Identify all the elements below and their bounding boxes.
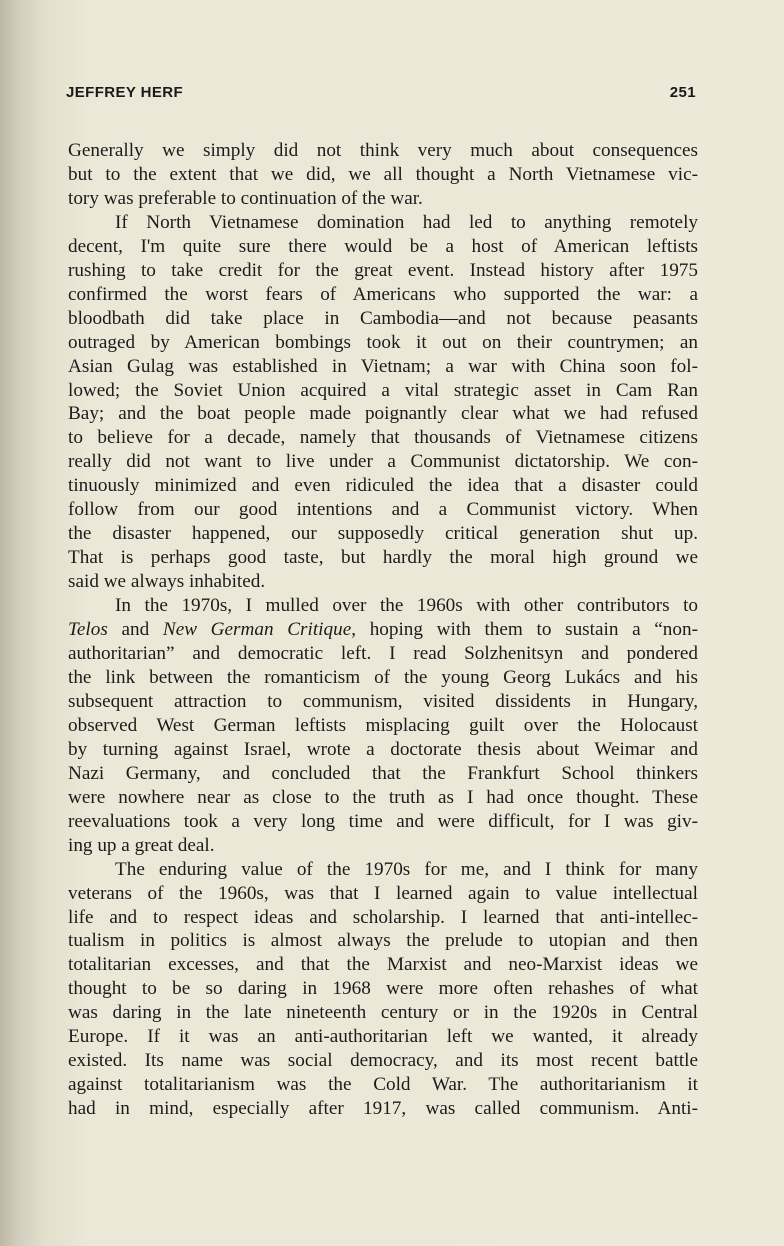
text-line: Europe. If it was an anti-authoritarian left we wanted, it already (68, 1026, 698, 1048)
text-line: to believe for a decade, namely that thousands of Vietnamese citizens (68, 427, 698, 449)
text-line: outraged by American bombings took it out on their countrymen; an (68, 331, 698, 353)
paragraph-4 (68, 858, 698, 1121)
running-head-author: JEFFREY HERF (66, 84, 184, 101)
text-line: decent, I'm quite sure there would be a host of American leftists (68, 235, 698, 257)
text-line: tinuously minimized and even ridiculed the idea that a disaster could (68, 475, 698, 497)
text-line: against totalitarianism was the Cold War. The authoritarianism it (68, 1074, 698, 1096)
text-line: In the 1970s, I mulled over the 1960s with other contributors to (115, 595, 698, 617)
journal-title-new-german-critique: New German Critique (162, 619, 352, 641)
text-line: tualism in politics is almost always the prelude to utopian and then (68, 930, 698, 952)
text-line: bloodbath did take place in Cambodia—and not because peasants (68, 307, 698, 329)
text-line: follow from our good intentions and a Communist victory. When (68, 499, 698, 521)
paragraph-1 (68, 139, 698, 211)
text-line: the link between the romanticism of the young Georg Lukács and his (68, 666, 698, 688)
text-line: veterans of the 1960s, was that I learned again to value intellectual (68, 882, 698, 904)
text-line: authoritarian” and democratic left. I read Solzhenitsyn and pondered (68, 643, 698, 665)
body-text (68, 139, 698, 1121)
text-line: totalitarian excesses, and that the Marxist and neo-Marxist ideas we (68, 954, 698, 976)
text-line: had in mind, especially after 1917, was called communism. Anti- (68, 1098, 698, 1120)
text-line: Bay; and the boat people made poignantly clear what we had refused (68, 403, 698, 425)
text-line: That is perhaps good taste, but hardly the moral high ground we (68, 547, 698, 569)
text-fragment: and (107, 619, 163, 641)
paragraph-2 (68, 211, 698, 594)
text-line: said we always inhabited. (68, 571, 266, 593)
text-line: were nowhere near as close to the truth as I had once thought. These (68, 786, 698, 808)
text-line: was daring in the late nineteenth century or in the 1920s in Central (68, 1002, 698, 1024)
text-line: lowed; the Soviet Union acquired a vital strategic asset in Cam Ran (68, 379, 698, 401)
text-line: Asian Gulag was established in Vietnam; a war with China soon fol- (68, 355, 698, 377)
text-line: but to the extent that we did, we all thought a North Vietnamese vic- (68, 163, 698, 185)
text-line: Nazi Germany, and concluded that the Frankfurt School thinkers (68, 762, 698, 784)
text-line: observed West German leftists misplacing guilt over the Holocaust (68, 714, 698, 736)
text-line: tory was preferable to continuation of the war. (68, 187, 423, 209)
text-line: subsequent attraction to communism, visited dissidents in Hungary, (68, 690, 698, 712)
page-number: 251 (669, 84, 696, 101)
text-line: Generally we simply did not think very much about consequences (68, 140, 698, 161)
text-line: If North Vietnamese domination had led to anything remotely (115, 211, 698, 233)
text-fragment: , hoping with them to sustain a “non- (351, 619, 698, 641)
text-line: the disaster happened, our supposedly critical generation shut up. (68, 523, 698, 545)
text-line: really did not want to live under a Communist dictatorship. We con- (68, 451, 698, 473)
journal-title-telos: Telos (68, 619, 108, 641)
text-line: confirmed the worst fears of Americans who supported the war: a (68, 283, 698, 305)
text-line: rushing to take credit for the great event. Instead history after 1975 (68, 259, 698, 281)
text-line: ing up a great deal. (68, 834, 215, 856)
text-line: existed. Its name was social democracy, and its most recent battle (68, 1050, 698, 1072)
text-line: reevaluations took a very long time and were difficult, for I was giv- (68, 810, 698, 832)
text-line: by turning against Israel, wrote a doctorate thesis about Weimar and (68, 738, 698, 760)
text-line: The enduring value of the 1970s for me, and I think for many (115, 858, 698, 880)
paragraph-3 (68, 594, 698, 857)
text-line: thought to be so daring in 1968 were more often rehashes of what (68, 978, 698, 1000)
text-line: life and to respect ideas and scholarship. I learned that anti-intellec- (68, 906, 698, 928)
text-line-with-titles (68, 618, 698, 642)
running-head (66, 84, 696, 106)
